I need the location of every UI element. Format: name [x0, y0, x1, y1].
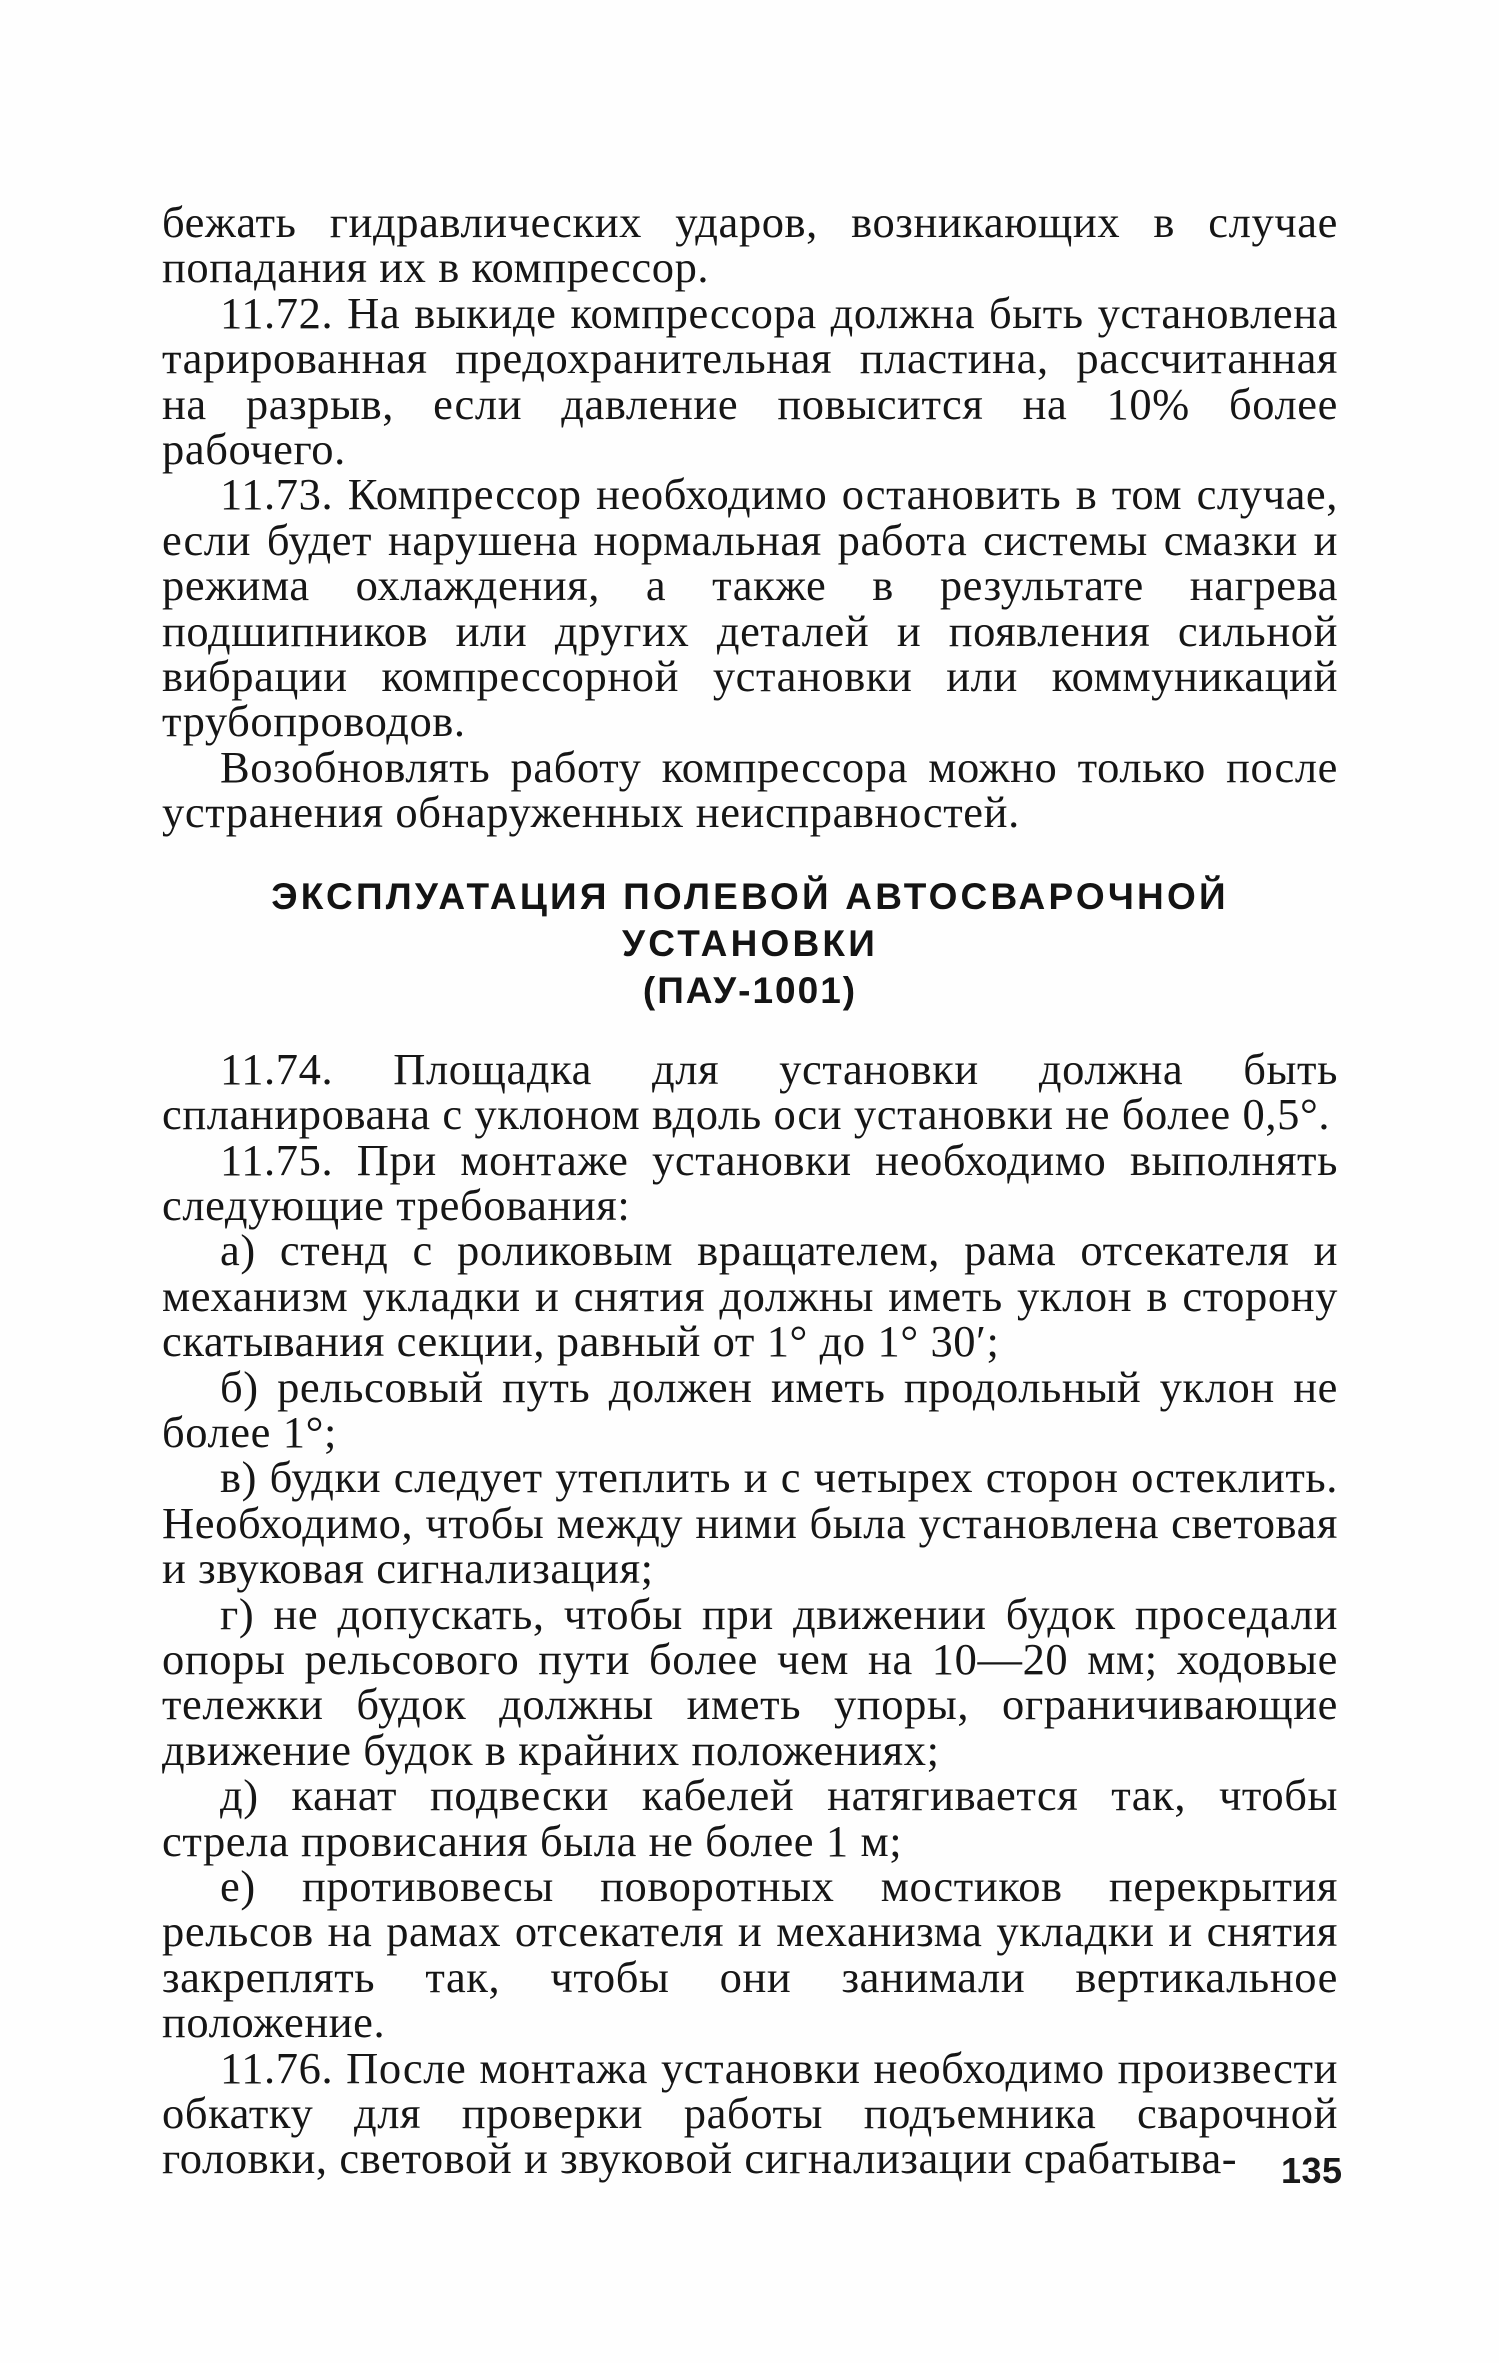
paragraph-11-73: 11.73. Компрессор необходимо остановить в том случае, если будет нарушена нормальная работа системы смазки и режима охлаждения, а также в результате нагрева подшипников или других деталей и появления сильной вибрации компрессорной установки или коммуникаций трубопроводов. [162, 469, 1338, 747]
paragraph-continuation: бежать гидравлических ударов, возникающих в случае попадания их в компрессор. [162, 197, 1338, 293]
list-item-v: в) будки следует утеплить и с четырех сторон остеклить. Необходимо, чтобы между ними была установлена световая и звуковая сигнализация; [162, 1452, 1338, 1594]
list-item-g: г) не допускать, чтобы при движении будок проседали опоры рельсового пути более чем на 10—20 мм; ходовые тележки будок должны иметь упоры, ограничивающие движение будок в крайних положениях; [162, 1588, 1338, 1775]
list-item-a: а) стенд с роликовым вращателем, рама отсекателя и механизм укладки и снятия должны иметь уклон в сторону скатывания секции, равный от 1° до 1° 30′; [162, 1225, 1338, 1367]
page-number: 135 [1281, 2150, 1343, 2191]
section-heading-line1: ЭКСПЛУАТАЦИЯ ПОЛЕВОЙ АВТОСВАРОЧНОЙ УСТАНОВКИ [271, 875, 1229, 964]
list-item-e: е) противовесы поворотных мостиков перекрытия рельсов на рамах отсекателя и механизма укладки и снятия закреплять так, чтобы они занимали вертикальное положение. [162, 1861, 1338, 2048]
body-text [162, 197, 1338, 2184]
paragraph-11-76: 11.76. После монтажа установки необходимо произвести обкатку для проверки работы подъемника сварочной головки, световой и звуковой сигнализации срабатыва- [162, 2042, 1338, 2184]
paragraph-11-75: 11.75. При монтаже установки необходимо выполнять следующие требования: [162, 1134, 1338, 1230]
section-heading-line2: (ПАУ-1001) [642, 969, 858, 1011]
section-heading [162, 873, 1338, 1014]
paragraph-11-74: 11.74. Площадка для установки должна быть спланирована с уклоном вдоль оси установки не более 0,5°. [162, 1043, 1338, 1140]
list-item-b: б) рельсовый путь должен иметь продольный уклон не более 1°; [162, 1361, 1338, 1457]
paragraph-resume-work: Возобновлять работу компрессора можно только после устранения обнаруженных неисправностей. [162, 741, 1338, 838]
paragraph-11-72: 11.72. На выкиде компрессора должна быть установлена тарированная предохранительная пластина, рассчитанная на разрыв, если давление повысится на 10% более рабочего. [162, 287, 1338, 475]
list-item-d: д) канат подвески кабелей натягивается так, чтобы стрела провисания была не более 1 м; [162, 1770, 1338, 1866]
